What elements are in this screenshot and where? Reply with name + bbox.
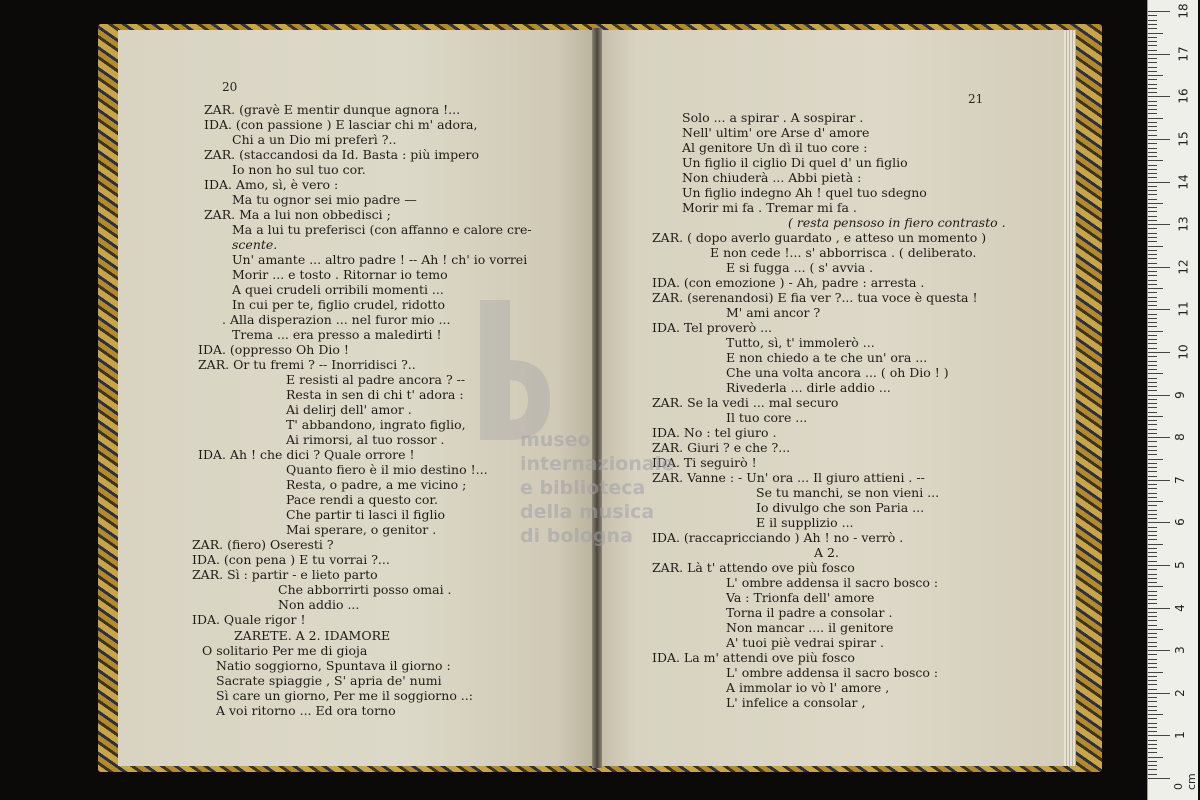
ruler-tick bbox=[1148, 373, 1163, 374]
text-line: Natio soggiorno, Spuntava il giorno : bbox=[216, 658, 451, 673]
text-line: Torna il padre a consolar . bbox=[726, 605, 893, 620]
ruler-tick bbox=[1148, 241, 1157, 242]
ruler-tick bbox=[1148, 484, 1157, 485]
ruler-tick bbox=[1148, 109, 1157, 110]
text-line: M' ami ancor ? bbox=[726, 305, 821, 320]
watermark-text bbox=[520, 428, 700, 548]
text-line: . Alla disperazion ... nel furor mio ... bbox=[222, 312, 451, 327]
text-line: IDA. (con pena ) E tu vorrai ?... bbox=[192, 552, 390, 567]
ruler-tick bbox=[1148, 424, 1157, 425]
ruler-tick bbox=[1148, 390, 1157, 391]
ruler-tick bbox=[1148, 220, 1157, 221]
ruler-tick bbox=[1148, 348, 1157, 349]
ruler-number: 8 bbox=[1172, 433, 1187, 442]
text-line: Se tu manchi, se non vieni ... bbox=[756, 485, 940, 500]
text-line: Va : Trionfa dell' amore bbox=[726, 590, 875, 605]
ruler-number: 1 bbox=[1172, 731, 1187, 740]
text-line: Un figlio indegno Ah ! quel tuo sdegno bbox=[682, 185, 927, 200]
ruler-tick bbox=[1148, 599, 1157, 600]
text-line: ZAR. (serenandosi) E fia ver ?... tua voce è questa ! bbox=[652, 290, 978, 305]
text-line: Che una volta ancora ... ( oh Dio ! ) bbox=[726, 365, 949, 380]
ruler-tick bbox=[1148, 672, 1163, 673]
ruler-tick bbox=[1148, 612, 1157, 613]
ruler-tick bbox=[1148, 539, 1157, 540]
ruler-tick bbox=[1148, 267, 1170, 268]
ruler-tick bbox=[1148, 271, 1157, 272]
ruler-tick bbox=[1148, 650, 1170, 651]
text-line: E non cede !... s' abborrisca . ( deliberato. bbox=[710, 245, 977, 260]
text-line: Tutto, sì, t' immolerò ... bbox=[726, 335, 875, 350]
text-line: E non chiedo a te che un' ora ... bbox=[726, 350, 928, 365]
measurement-ruler bbox=[1147, 0, 1198, 800]
ruler-tick bbox=[1148, 407, 1157, 408]
ruler-tick bbox=[1148, 105, 1157, 106]
text-line: ZAR. Ma a lui non obbedisci ; bbox=[204, 207, 391, 222]
ruler-tick bbox=[1148, 96, 1170, 97]
ruler-tick bbox=[1148, 740, 1157, 741]
text-line: E si fugga ... ( s' avvia . bbox=[726, 260, 874, 275]
text-line: Ai rimorsi, al tuo rossor . bbox=[286, 432, 445, 447]
text-line: E resisti al padre ancora ? -- bbox=[286, 372, 466, 387]
ruler-tick bbox=[1148, 625, 1157, 626]
ruler-tick bbox=[1148, 339, 1157, 340]
ruler-tick bbox=[1148, 113, 1157, 114]
text-line: O solitario Per me di gioja bbox=[202, 643, 368, 658]
ruler-tick bbox=[1148, 735, 1170, 736]
ruler-tick bbox=[1148, 412, 1157, 413]
ruler-tick bbox=[1148, 544, 1163, 545]
ruler-tick bbox=[1148, 203, 1163, 204]
ruler-tick bbox=[1148, 118, 1163, 119]
ruler-number: 4 bbox=[1172, 603, 1187, 612]
ruler-number: 16 bbox=[1176, 88, 1191, 105]
ruler-tick bbox=[1148, 382, 1157, 383]
ruler-tick bbox=[1148, 211, 1157, 212]
text-line: Ai delirj dell' amor . bbox=[286, 402, 412, 417]
ruler-tick bbox=[1148, 165, 1157, 166]
watermark-line: museo internazionale bbox=[520, 429, 675, 475]
ruler-tick bbox=[1148, 67, 1157, 68]
ruler-tick bbox=[1148, 58, 1157, 59]
ruler-tick bbox=[1148, 305, 1157, 306]
ruler-tick bbox=[1148, 684, 1157, 685]
ruler-tick bbox=[1148, 561, 1157, 562]
ruler-tick bbox=[1148, 433, 1157, 434]
ruler-tick bbox=[1148, 386, 1157, 387]
text-line: ZARETE. A 2. IDAMORE bbox=[234, 628, 391, 643]
ruler-tick bbox=[1148, 263, 1157, 264]
text-line: A 2. bbox=[814, 545, 839, 560]
ruler-tick bbox=[1148, 258, 1157, 259]
ruler-tick bbox=[1148, 765, 1157, 766]
text-line: Il tuo core ... bbox=[726, 410, 808, 425]
ruler-tick bbox=[1148, 224, 1170, 225]
ruler-tick bbox=[1148, 463, 1157, 464]
text-line: Sì care un giorno, Per me il soggiorno ..: bbox=[216, 688, 473, 703]
ruler-tick bbox=[1148, 288, 1163, 289]
text-line: Non chiuderà ... Abbi pietà : bbox=[682, 170, 862, 185]
text-line: ZAR. Se la vedi ... mal securo bbox=[652, 395, 839, 410]
ruler-tick bbox=[1148, 659, 1157, 660]
ruler-tick bbox=[1148, 331, 1163, 332]
ruler-tick bbox=[1148, 744, 1157, 745]
ruler-tick bbox=[1148, 505, 1157, 506]
text-line: Trema ... era presso a maledirti ! bbox=[232, 327, 442, 342]
text-line: IDA. La m' attendi ove più fosco bbox=[652, 650, 855, 665]
ruler-tick bbox=[1148, 314, 1157, 315]
ruler-tick bbox=[1148, 548, 1157, 549]
ruler-tick bbox=[1148, 693, 1170, 694]
text-line: IDA. Ti seguirò ! bbox=[652, 455, 757, 470]
ruler-tick bbox=[1148, 233, 1157, 234]
ruler-tick bbox=[1148, 395, 1170, 396]
text-line: Rivederla ... dirle addio ... bbox=[726, 380, 891, 395]
text-line: IDA. Tel proverò ... bbox=[652, 320, 773, 335]
ruler-tick bbox=[1148, 667, 1157, 668]
ruler-tick bbox=[1148, 15, 1157, 16]
text-line: ZAR. (staccandosi da Id. Basta : più impero bbox=[204, 147, 480, 162]
ruler-tick bbox=[1148, 676, 1157, 677]
ruler-tick bbox=[1148, 467, 1157, 468]
ruler-tick bbox=[1148, 616, 1157, 617]
ruler-number: 10 bbox=[1176, 344, 1191, 360]
ruler-tick bbox=[1148, 130, 1157, 131]
book-gutter bbox=[592, 28, 602, 768]
ruler-tick bbox=[1148, 92, 1157, 93]
ruler-tick bbox=[1148, 441, 1157, 442]
ruler-number: 18 bbox=[1176, 3, 1191, 19]
text-line: A' tuoi piè vedrai spirar . bbox=[726, 635, 885, 650]
ruler-tick bbox=[1148, 459, 1163, 460]
text-line: L' ombre addensa il sacro bosco : bbox=[726, 575, 939, 590]
ruler-tick bbox=[1148, 552, 1157, 553]
ruler-tick bbox=[1148, 378, 1157, 379]
ruler-tick bbox=[1148, 629, 1163, 630]
ruler-tick bbox=[1148, 723, 1157, 724]
ruler-tick bbox=[1148, 41, 1157, 42]
text-line: Mai sperare, o genitor . bbox=[286, 522, 437, 537]
ruler-tick bbox=[1148, 101, 1157, 102]
ruler-tick bbox=[1148, 284, 1157, 285]
text-line: IDA. (oppresso Oh Dio ! bbox=[198, 342, 349, 357]
ruler-tick bbox=[1148, 637, 1157, 638]
ruler-tick bbox=[1148, 182, 1170, 183]
text-line: Io divulgo che son Paria ... bbox=[756, 500, 925, 515]
text-line: Quanto fiero è il mio destino !... bbox=[286, 462, 488, 477]
text-line: Al genitore Un dì il tuo core : bbox=[682, 140, 868, 155]
text-line: L' infelice a consolar , bbox=[726, 695, 866, 710]
ruler-tick bbox=[1148, 518, 1157, 519]
ruler-tick bbox=[1148, 556, 1157, 557]
right-page-number: 21 bbox=[968, 92, 984, 106]
ruler-tick bbox=[1148, 769, 1157, 770]
ruler-tick bbox=[1148, 514, 1157, 515]
ruler-tick bbox=[1148, 169, 1157, 170]
ruler-tick bbox=[1148, 582, 1157, 583]
ruler-tick bbox=[1148, 75, 1163, 76]
ruler-tick bbox=[1148, 595, 1157, 596]
ruler-tick bbox=[1148, 501, 1163, 502]
text-line: IDA. Amo, sì, è vero : bbox=[204, 177, 339, 192]
text-line: Io non ho sul tuo cor. bbox=[232, 162, 366, 177]
ruler-tick bbox=[1148, 148, 1157, 149]
text-line: ZAR. Vanne : - Un' ora ... Il giuro attieni . -- bbox=[652, 470, 925, 485]
ruler-tick bbox=[1148, 663, 1157, 664]
ruler-tick bbox=[1148, 250, 1157, 251]
ruler-tick bbox=[1148, 326, 1157, 327]
ruler-tick bbox=[1148, 322, 1157, 323]
text-line: A quei crudeli orribili momenti ... bbox=[232, 282, 444, 297]
ruler-tick bbox=[1148, 591, 1157, 592]
text-line: Non mancar .... il genitore bbox=[726, 620, 894, 635]
ruler-tick bbox=[1148, 237, 1157, 238]
ruler-tick bbox=[1148, 510, 1157, 511]
ruler-tick bbox=[1148, 586, 1163, 587]
ruler-tick bbox=[1148, 20, 1157, 21]
ruler-tick bbox=[1148, 199, 1157, 200]
text-line: IDA. Quale rigor ! bbox=[192, 612, 306, 627]
ruler-tick bbox=[1148, 642, 1157, 643]
text-line: Resta in sen di chi t' adora : bbox=[286, 387, 464, 402]
ruler-tick bbox=[1148, 122, 1157, 123]
ruler-tick bbox=[1148, 416, 1163, 417]
ruler-tick bbox=[1148, 706, 1157, 707]
ruler-tick bbox=[1148, 403, 1157, 404]
ruler-tick bbox=[1148, 143, 1157, 144]
ruler-tick bbox=[1148, 50, 1157, 51]
ruler-tick bbox=[1148, 527, 1157, 528]
ruler-number: 11 bbox=[1176, 301, 1191, 318]
ruler-tick bbox=[1148, 173, 1157, 174]
ruler-tick bbox=[1148, 254, 1157, 255]
ruler-tick bbox=[1148, 399, 1157, 400]
ruler-tick bbox=[1148, 343, 1157, 344]
ruler-tick bbox=[1148, 774, 1157, 775]
ruler-tick bbox=[1148, 450, 1157, 451]
ruler-tick bbox=[1148, 569, 1157, 570]
ruler-tick bbox=[1148, 761, 1157, 762]
ruler-tick bbox=[1148, 535, 1157, 536]
ruler-tick bbox=[1148, 522, 1170, 523]
text-line: IDA. (con emozione ) - Ah, padre : arresta . bbox=[652, 275, 925, 290]
ruler-tick bbox=[1148, 79, 1157, 80]
text-line: Un figlio il ciglio Di quel d' un figlio bbox=[682, 155, 908, 170]
text-line: Ma a lui tu preferisci (con affanno e calore cre- bbox=[232, 222, 532, 237]
text-line: Non addio ... bbox=[278, 597, 360, 612]
ruler-number: 15 bbox=[1176, 131, 1191, 147]
ruler-tick bbox=[1148, 228, 1157, 229]
text-line: Che partir ti lasci il figlio bbox=[286, 507, 446, 522]
text-line: IDA. No : tel giuro . bbox=[652, 425, 777, 440]
ruler-tick bbox=[1148, 24, 1157, 25]
ruler-tick bbox=[1148, 497, 1157, 498]
ruler-number: 9 bbox=[1172, 390, 1187, 399]
ruler-tick bbox=[1148, 216, 1157, 217]
ruler-tick bbox=[1148, 280, 1157, 281]
ruler-tick bbox=[1148, 309, 1170, 310]
text-line: A immolar io vò l' amore , bbox=[726, 680, 890, 695]
ruler-tick bbox=[1148, 471, 1157, 472]
ruler-tick bbox=[1148, 757, 1163, 758]
text-line: Morir ... e tosto . Ritornar io temo bbox=[232, 267, 448, 282]
ruler-tick bbox=[1148, 84, 1157, 85]
ruler-tick bbox=[1148, 152, 1157, 153]
ruler-tick bbox=[1148, 45, 1157, 46]
ruler-tick bbox=[1148, 697, 1157, 698]
watermark-line: e biblioteca della musica bbox=[520, 477, 655, 523]
text-line: Un' amante ... altro padre ! -- Ah ! ch' io vorrei bbox=[232, 252, 528, 267]
ruler-tick bbox=[1148, 446, 1157, 447]
ruler-number: 3 bbox=[1172, 646, 1187, 655]
text-line: Morir mi fa . Tremar mi fa . bbox=[682, 200, 857, 215]
ruler-tick bbox=[1148, 731, 1157, 732]
ruler-tick bbox=[1148, 574, 1157, 575]
ruler-tick bbox=[1148, 689, 1157, 690]
ruler-tick bbox=[1148, 680, 1157, 681]
ruler-tick bbox=[1148, 177, 1157, 178]
ruler-tick bbox=[1148, 301, 1157, 302]
ruler-tick bbox=[1148, 156, 1157, 157]
ruler-tick bbox=[1148, 531, 1157, 532]
ruler-tick bbox=[1148, 454, 1157, 455]
ruler-number: 13 bbox=[1176, 216, 1191, 232]
ruler-tick bbox=[1148, 62, 1157, 63]
text-line: In cui per te, figlio crudel, ridotto bbox=[232, 297, 445, 312]
text-line: IDA. (con passione ) E lasciar chi m' adora, bbox=[204, 117, 478, 132]
ruler-number: 7 bbox=[1172, 475, 1187, 484]
ruler-tick bbox=[1148, 11, 1170, 12]
ruler-tick bbox=[1148, 88, 1157, 89]
watermark-line: di bologna bbox=[520, 525, 633, 547]
ruler-tick bbox=[1148, 135, 1157, 136]
page-edges bbox=[1064, 30, 1076, 766]
text-line: Chi a un Dio mi preferì ?.. bbox=[232, 132, 397, 147]
text-line: Ma tu ognor sei mio padre — bbox=[232, 192, 417, 207]
text-line: Pace rendi a questo cor. bbox=[286, 492, 438, 507]
ruler-tick bbox=[1148, 620, 1157, 621]
right-page bbox=[598, 30, 1076, 766]
ruler-tick bbox=[1148, 361, 1157, 362]
text-line: T' abbandono, ingrato figlio, bbox=[286, 417, 466, 432]
ruler-tick bbox=[1148, 292, 1157, 293]
ruler-tick bbox=[1148, 752, 1157, 753]
text-line: IDA. Ah ! che dici ? Quale orrore ! bbox=[198, 447, 415, 462]
ruler-tick bbox=[1148, 748, 1157, 749]
ruler-tick bbox=[1148, 33, 1163, 34]
ruler-tick bbox=[1148, 186, 1157, 187]
ruler-tick bbox=[1148, 480, 1170, 481]
left-page-number: 20 bbox=[222, 80, 238, 94]
ruler-number: 14 bbox=[1176, 173, 1191, 190]
ruler-tick bbox=[1148, 710, 1157, 711]
text-line: IDA. (raccapricciando ) Ah ! no - verrò . bbox=[652, 530, 904, 545]
ruler-tick bbox=[1148, 437, 1170, 438]
ruler-tick bbox=[1148, 139, 1170, 140]
ruler-tick bbox=[1148, 335, 1157, 336]
text-line: Che abborrirti posso omai . bbox=[278, 582, 452, 597]
ruler-tick bbox=[1148, 633, 1157, 634]
watermark-logo-icon bbox=[440, 290, 560, 450]
text-line: L' ombre addensa il sacro bosco : bbox=[726, 665, 939, 680]
ruler-tick bbox=[1148, 476, 1157, 477]
ruler-tick bbox=[1148, 429, 1157, 430]
ruler-tick bbox=[1148, 654, 1157, 655]
text-line: ZAR. Sì : partir - e lieto parto bbox=[192, 567, 378, 582]
ruler-tick bbox=[1148, 565, 1170, 566]
ruler-tick bbox=[1148, 126, 1157, 127]
ruler-number: 12 bbox=[1176, 259, 1191, 275]
ruler-tick bbox=[1148, 318, 1157, 319]
ruler-tick bbox=[1148, 194, 1157, 195]
ruler-tick bbox=[1148, 493, 1157, 494]
ruler-tick bbox=[1148, 778, 1170, 779]
ruler-number: 2 bbox=[1172, 688, 1187, 697]
ruler-tick bbox=[1148, 71, 1157, 72]
ruler-tick bbox=[1148, 190, 1157, 191]
text-line: ( resta pensoso in fiero contrasto . bbox=[788, 215, 1006, 230]
ruler-tick bbox=[1148, 608, 1170, 609]
ruler-tick bbox=[1148, 275, 1157, 276]
ruler-tick bbox=[1148, 488, 1157, 489]
ruler-tick bbox=[1148, 727, 1157, 728]
ruler-tick bbox=[1148, 246, 1163, 247]
ruler-tick bbox=[1148, 28, 1157, 29]
ruler-unit-label: 0 cm bbox=[1172, 773, 1198, 790]
ruler-tick bbox=[1148, 352, 1170, 353]
ruler-tick bbox=[1148, 714, 1163, 715]
text-line: A voi ritorno ... Ed ora torno bbox=[216, 703, 396, 718]
text-line: Sacrate spiaggie , S' apria de' numi bbox=[216, 673, 442, 688]
text-line: ZAR. ( dopo averlo guardato , e atteso un momento ) bbox=[652, 230, 987, 245]
text-line: ZAR. Là t' attendo ove più fosco bbox=[652, 560, 855, 575]
text-line: ZAR. (fiero) Oseresti ? bbox=[192, 537, 334, 552]
text-line: E il supplizio ... bbox=[756, 515, 854, 530]
ruler-tick bbox=[1148, 369, 1157, 370]
ruler-tick bbox=[1148, 420, 1157, 421]
ruler-tick bbox=[1148, 356, 1157, 357]
ruler-tick bbox=[1148, 365, 1157, 366]
text-line: Nell' ultim' ore Arse d' amore bbox=[682, 125, 870, 140]
text-line: ZAR. Or tu fremi ? -- Inorridisci ?.. bbox=[198, 357, 416, 372]
ruler-tick bbox=[1148, 718, 1157, 719]
ruler-tick bbox=[1148, 646, 1157, 647]
text-line: scente. bbox=[232, 237, 278, 252]
ruler-tick bbox=[1148, 297, 1157, 298]
ruler-tick bbox=[1148, 207, 1157, 208]
ruler-tick bbox=[1148, 54, 1170, 55]
ruler-tick bbox=[1148, 578, 1157, 579]
text-line: Solo ... a spirar . A sospirar . bbox=[682, 110, 864, 125]
ruler-number: 5 bbox=[1172, 561, 1187, 569]
ruler-number: 6 bbox=[1172, 518, 1187, 527]
ruler-tick bbox=[1148, 603, 1157, 604]
ruler-tick bbox=[1148, 37, 1157, 38]
ruler-number: 17 bbox=[1176, 46, 1191, 62]
ruler-tick bbox=[1148, 701, 1157, 702]
text-line: ZAR. (gravè E mentir dunque agnora !... bbox=[204, 102, 461, 117]
ruler-tick bbox=[1148, 160, 1163, 161]
text-line: Resta, o padre, a me vicino ; bbox=[286, 477, 467, 492]
text-line: ZAR. Giuri ? e che ?... bbox=[652, 440, 791, 455]
